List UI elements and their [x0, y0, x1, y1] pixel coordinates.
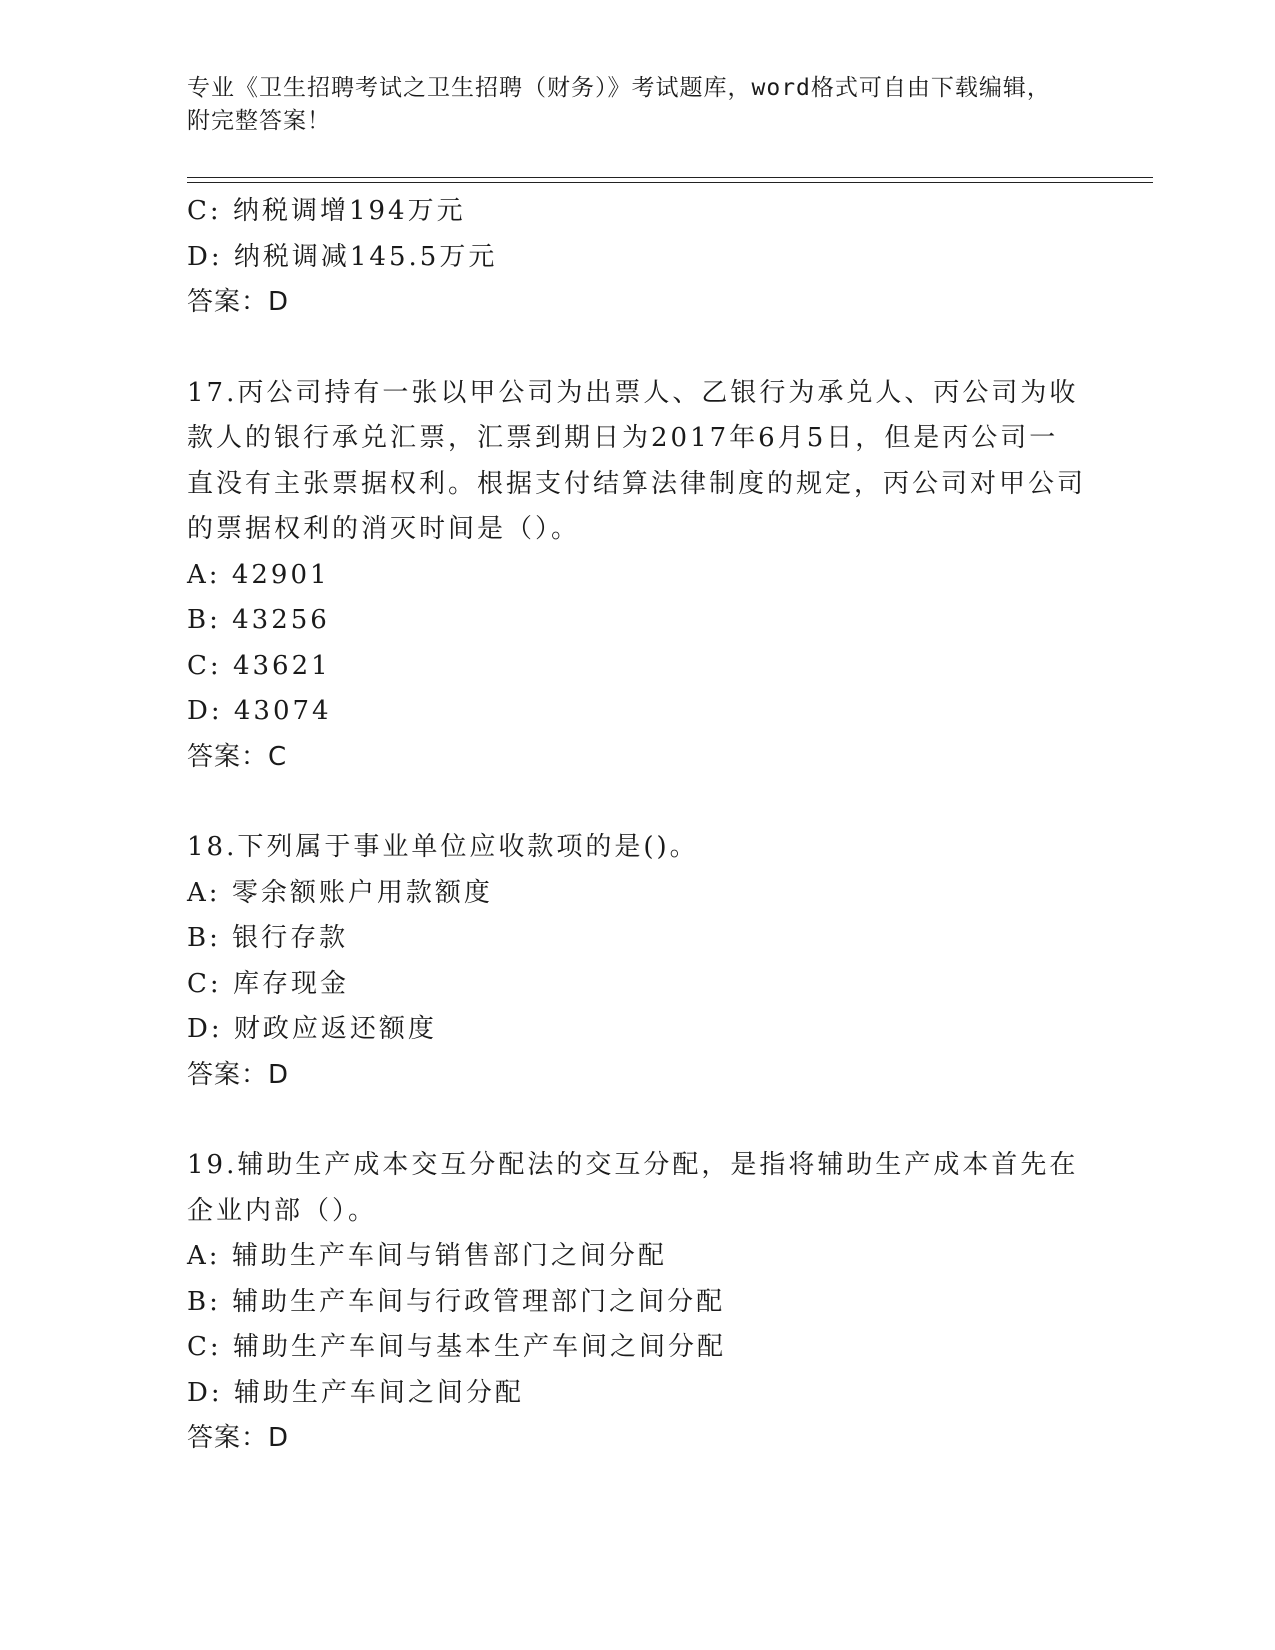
question-19 — [187, 1143, 1087, 1462]
question-text: 17.丙公司持有一张以甲公司为出票人、乙银行为承兑人、丙公司为收款人的银行承兑汇票，汇票到期日为2017年6月5日，但是丙公司一直没有主张票据权利。根据支付结算法律制度的规定，丙公司对甲公司的票据权利的消灭时间是（）。 — [187, 377, 1087, 544]
question-18 — [187, 825, 1087, 1098]
option-a: A: 零余额账户用款额度 — [187, 877, 493, 908]
question-17 — [187, 371, 1087, 781]
option-b: B: 辅助生产车间与行政管理部门之间分配 — [187, 1286, 726, 1317]
header-rule-top — [187, 177, 1153, 178]
option-a: A: 42901 — [187, 559, 330, 590]
answer-line: 答案：D — [187, 1423, 290, 1453]
option-c: C: 辅助生产车间与基本生产车间之间分配 — [187, 1332, 726, 1362]
document-header: 专业《卫生招聘考试之卫生招聘（财务）》考试题库，word格式可自由下载编辑，附完整答案！ — [187, 75, 1051, 134]
option-c: C: 库存现金 — [187, 968, 349, 999]
option-c: C: 纳税调增194万元 — [187, 196, 466, 226]
option-d: D: 财政应返还额度 — [187, 1014, 437, 1044]
document-body — [187, 189, 1087, 1462]
option-d: D: 辅助生产车间之间分配 — [187, 1377, 524, 1408]
header-rule-bottom — [187, 182, 1153, 183]
option-b: B: 43256 — [187, 605, 330, 635]
answer-line: 答案：D — [187, 1059, 290, 1090]
option-a: A: 辅助生产车间与销售部门之间分配 — [187, 1241, 667, 1271]
option-b: B: 银行存款 — [187, 923, 349, 953]
option-d: D: 43074 — [187, 696, 332, 726]
question-text: 19.辅助生产成本交互分配法的交互分配，是指将辅助生产成本首先在企业内部（）。 — [187, 1150, 1079, 1226]
continued-question — [187, 189, 1087, 326]
question-text: 18.下列属于事业单位应收款项的是()。 — [187, 832, 699, 862]
answer-line: 答案：C — [187, 741, 288, 772]
answer-line: 答案：D — [187, 287, 290, 317]
option-c: C: 43621 — [187, 650, 331, 681]
option-d: D: 纳税调减145.5万元 — [187, 241, 498, 272]
